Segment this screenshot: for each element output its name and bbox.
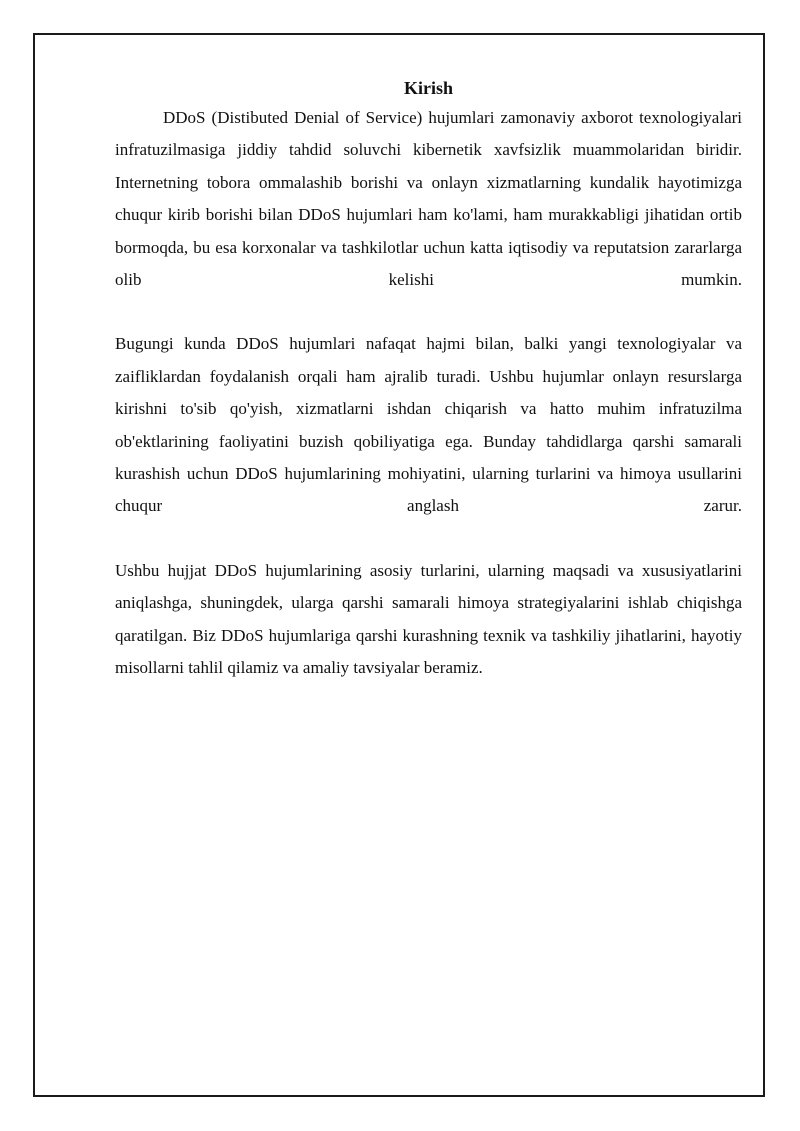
intro-paragraph-2: Bugungi kunda DDoS hujumlari nafaqat hajmi bilan, balki yangi texnologiyalar va zaifliklardan foydalanish orqali ham ajralib turadi. Ushbu hujumlar onlayn resurslarga kirishni to'sib qo'yish, xizmatlarni ishdan chiqarish va hatto muhim infratuzilma ob'ektlarining faoliyatini buzish qobiliyatiga ega. Bunday tahdidlarga qarshi samarali kurashish uchun DDoS hujumlarining mohiyatini, ularning turlarini va himoya usullarini chuqur anglash zarur. [115,334,742,516]
intro-paragraph-3: Ushbu hujjat DDoS hujumlarining asosiy turlarini, ularning maqsadi va xususiyatlarini aniqlashga, shuningdek, ularga qarshi samarali himoya strategiyalarini ishlab chiqishga qaratilgan. Biz DDoS hujumlariga qarshi kurashning texnik va tashkiliy jihatlarini, hayotiy misollarni tahlil qilamiz va amaliy tavsiyalar beramiz. [115,560,742,678]
document-title: Kirish [403,78,453,98]
intro-paragraph-1: DDoS (Distibuted Denial of Service) hujumlari zamonaviy axborot texnologiyalari infratuzilmasiga jiddiy tahdid soluvchi kibernetik xavfsizlik muammolaridan biridir. Internetning tobora ommalashib borishi va onlayn xizmatlarning kundalik hayotimizga chuqur kirib borishi bilan DDoS hujumlari ham ko'lami, ham murakkabligi jihatidan ortib bormoqda, bu esa korxonalar va tashkilotlar uchun katta iqtisodiy va reputatsion zararlarga olib kelishi mumkin. [115,108,742,290]
paragraph-spacer [115,523,742,555]
document-body [115,74,742,685]
paragraph-spacer [115,296,742,328]
